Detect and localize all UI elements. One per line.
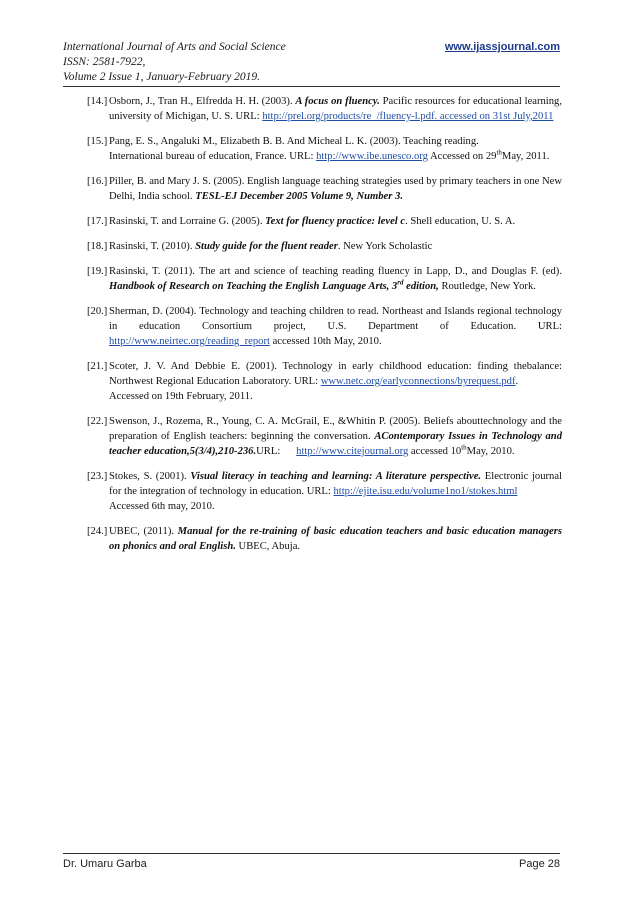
reference-title: Text for fluency practice: level c [265, 216, 406, 227]
reference-number: [20.] [87, 306, 108, 317]
reference-number: [14.] [87, 96, 108, 107]
reference-title: Study guide for the fluent reader [195, 241, 338, 252]
reference-item-22: [22.] Swenson, J., Rozema, R., Young, C. A. McGrail, E., &Whitin P. (2005). Beliefs abouttechnology and the preparation of English teachers: beginning the conversation. AContemporary Issues in Technology and teacher education,5(3/4),210-236.URL: http://www.citejournal.org accessed 10thMay, 2010. [87, 416, 562, 457]
reference-number: [18.] [87, 241, 108, 252]
reference-item-16: [16.] Piller, B. and Mary J. S. (2005). English language teaching strategies used by primary teachers in one New Delhi, India school. TESL-EJ December 2005 Volume 9, Number 3. [87, 176, 562, 202]
reference-item-20: [20.] Sherman, D. (2004). Technology and teaching children to read. Northeast and Islands regional technology in education Consortium project, U.S. Department of Education. URL: http://www.neirtec.org/reading_report accessed 10th May, 2010. [87, 306, 562, 347]
reference-title: A focus on fluency. [295, 96, 380, 107]
reference-item-23: [23.] Stokes, S. (2001). Visual literacy in teaching and learning: A literature perspective. Electronic journal for the integration of technology in education. URL: http://ejite.isu.edu/volume1no1/stokes.html Accessed 6th may, 2010. [87, 471, 562, 512]
reference-number: [21.] [87, 361, 108, 372]
footer-divider [63, 853, 560, 854]
reference-item-14: [14.] Osborn, J., Tran H., Elfredda H. H. (2003). A focus on fluency. Pacific resources for educational learning, university of Michigan, U. S. URL: http://prel.org/products/re_/fluency-l.pdf. accessed on 31st July,2011 [87, 96, 562, 122]
reference-url-link[interactable]: http://www.citejournal.org [296, 446, 409, 457]
journal-volume: Volume 2 Issue 1, January-February 2019. [63, 71, 261, 83]
reference-number: [24.] [87, 526, 108, 537]
reference-url-link[interactable]: http://www.neirtec.org/reading_report [109, 336, 270, 347]
journal-name: International Journal of Arts and Social Science [63, 41, 286, 53]
reference-url-link[interactable]: http://prel.org/products/re_/fluency-l.pdf. accessed on 31st July,2011 [262, 111, 554, 122]
reference-number: [23.] [87, 471, 108, 482]
reference-url-link[interactable]: http://ejite.isu.edu/volume1no1/stokes.html [333, 486, 518, 497]
reference-number: [19.] [87, 266, 108, 277]
reference-title: AContemporary Issues in Technology and teacher education,5(3/4),210-236. [109, 431, 562, 457]
reference-item-21: [21.] Scoter, J. V. And Debbie E. (2001). Technology in early childhood education: finding thebalance: Northwest Regional Education Laboratory. URL: www.netc.org/earlyconnections/byrequest.pdf. Accessed on 19th February, 2011. [87, 361, 562, 402]
reference-title: Visual literacy in teaching and learning: A literature perspective. [190, 471, 482, 482]
reference-number: [17.] [87, 216, 108, 227]
footer-author: Dr. Umaru Garba [63, 858, 147, 870]
reference-item-24: [24.] UBEC, (2011). Manual for the re-training of basic education teachers and basic education managers on phonics and oral English. UBEC, Abuja. [87, 526, 562, 552]
reference-number: [16.] [87, 176, 108, 187]
reference-item-19: [19.] Rasinski, T. (2011). The art and science of teaching reading fluency in Lapp, D., and Douglas F. (ed). Handbook of Research on Teaching the English Language Arts, 3rd edition, Routledge, New York. [87, 266, 562, 292]
header-divider [63, 86, 560, 87]
journal-website-link[interactable]: www.ijassjournal.com [444, 41, 560, 53]
reference-url-link[interactable]: http://www.ibe.unesco.org [316, 151, 428, 162]
journal-issn: ISSN: 2581-7922, [63, 56, 146, 68]
reference-list [87, 94, 562, 564]
reference-item-18: [18.] Rasinski, T. (2010). Study guide for the fluent reader. New York Scholastic [87, 241, 433, 252]
reference-title: Handbook of Research on Teaching the English Language Arts, 3 [109, 281, 398, 292]
reference-number: [15.] [87, 136, 108, 147]
reference-url-link[interactable]: www.netc.org/earlyconnections/byrequest.pdf [320, 376, 516, 387]
reference-number: [22.] [87, 416, 108, 427]
reference-item-17: [17.] Rasinski, T. and Lorraine G. (2005). Text for fluency practice: level c. Shell education, U. S. A. [87, 216, 516, 227]
reference-title: Manual for the re-training of basic education teachers and basic education managers on phonics and oral English. [109, 526, 562, 552]
running-header [63, 40, 560, 85]
reference-item-15: [15.] Pang, E. S., Angaluki M., Elizabeth B. B. And Micheal L. K. (2003). Teaching reading. International bureau of education, France. URL: http://www.ibe.unesco.org Accessed on 29thMay, 2011. [87, 136, 550, 162]
reference-title: TESL-EJ December 2005 Volume 9, Number 3. [195, 191, 403, 202]
page-number: Page 28 [519, 858, 560, 870]
